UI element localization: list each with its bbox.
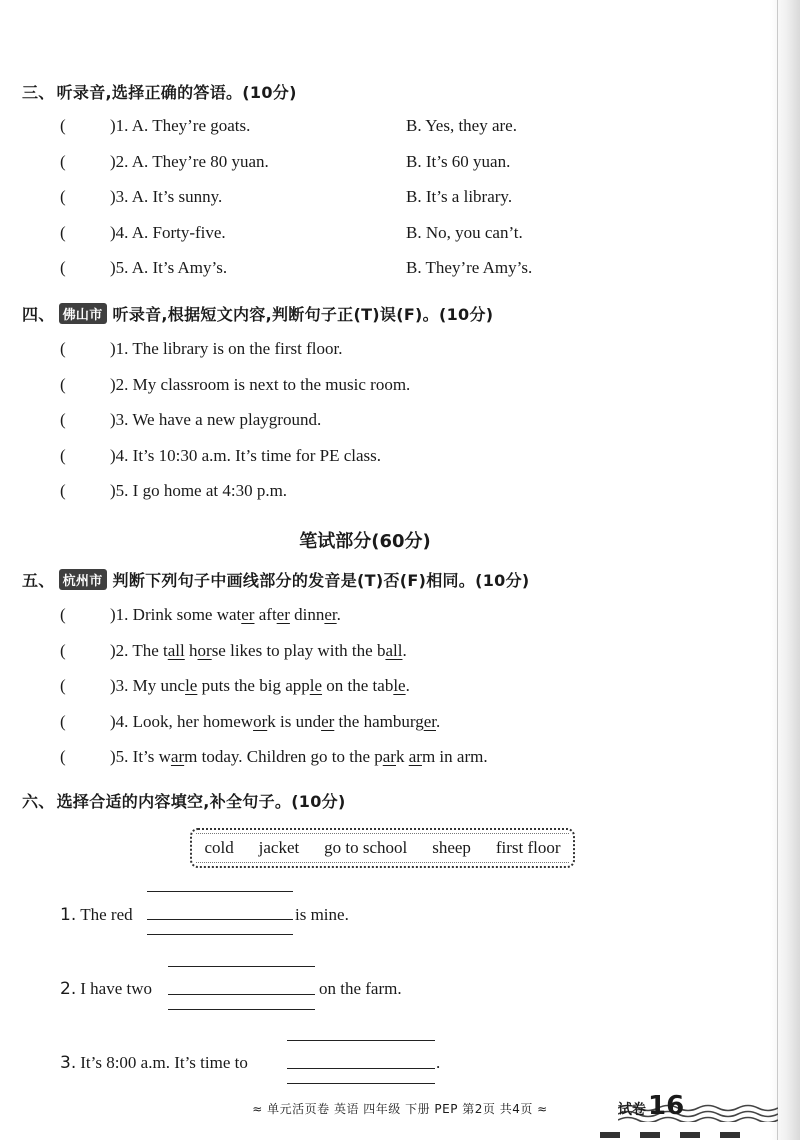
word-bank-item: go to school [324,838,408,857]
option-b: B. It’s a library. [406,187,513,206]
question-text: )4. It’s 10:30 a.m. It’s time for PE class. [110,445,382,465]
question-text: )5. It’s w [110,747,171,766]
underlined-sound: or [197,640,212,660]
section-3-question-row [60,258,227,278]
underlined-sound: le [309,676,323,695]
section-5-question-row [60,676,410,696]
answer-paren[interactable]: ( [60,747,66,766]
word-bank-box [190,828,575,868]
question-text: . [402,640,407,660]
word-bank-item: first floor [495,838,561,857]
question-text: h [184,640,198,660]
question-text: . [435,711,441,731]
fill-sentence-3 [60,1053,441,1073]
section-4-number: 四、 [22,305,55,324]
section-3-number: 三、 [22,83,55,102]
section-3-question-row [60,223,226,243]
question-text: puts the big app [197,676,310,695]
sentence-number: 1. [60,905,77,925]
section-3-title: 听录音,选择正确的答语。(10分) [56,83,297,102]
question-text: )3. My unc [110,676,186,695]
section-3-question-row [60,152,269,172]
option-b: B. They’re Amy’s. [406,258,533,277]
question-text: . [336,605,341,624]
option-b: B. Yes, they are. [406,116,517,135]
answer-blank-1[interactable] [147,891,293,935]
sentence-before: I have two [80,979,152,998]
section-4-heading [22,302,493,325]
question-text: m today. Children go to the p [184,747,383,766]
city-badge-foshan: 佛山市 [59,303,107,324]
answer-paren[interactable]: ( [60,605,66,624]
section-6-title: 选择合适的内容填空,补全句子。(10分) [56,792,346,811]
section-4-question-row [60,446,381,466]
question-text: )3. We have a new playground. [110,410,322,429]
question-text: k [395,747,409,766]
sentence-after: . [436,1053,441,1072]
city-badge-hangzhou: 杭州市 [59,569,107,590]
sentence-number: 3. [60,1053,77,1073]
question-text: the hamburg [334,711,424,731]
sentence-after: is mine. [295,905,349,924]
question-text: )1. The library is on the first floor. [110,339,343,358]
sentence-after: on the farm. [319,979,402,998]
page-edge-line [777,0,778,1140]
question-text: dinn [289,605,325,624]
section-4-title: 听录音,根据短文内容,判断句子正(T)误(F)。(10分) [112,305,494,324]
section-6-heading [22,789,346,812]
section-5-number: 五、 [22,571,55,590]
underlined-sound: or [253,711,268,731]
question-text: )5. A. It’s Amy’s. [110,258,228,277]
question-text: )4. Look, her homew [110,711,254,731]
section-4-question-row [60,410,321,430]
question-text: m in arm. [421,747,488,766]
paper-number: 16 [648,1091,685,1121]
section-5-question-row [60,641,407,661]
question-text: k is und [267,711,322,731]
answer-paren[interactable]: ( [60,116,66,135]
paper-label: 试卷 [618,1102,646,1118]
question-text: )1. A. They’re goats. [110,116,251,135]
answer-paren[interactable]: ( [60,711,66,731]
section-4-question-row [60,375,410,395]
question-text: )5. I go home at 4:30 p.m. [110,481,288,500]
question-text: . [405,676,410,695]
section-4-question-row [60,339,342,359]
page-footer: ≈ 单元活页卷 英语 四年级 下册 PEP 第2页 共4页 ≈ [252,1102,548,1116]
question-text: )2. The t [110,640,168,660]
section-6-number: 六、 [22,792,55,811]
fill-sentence-2 [60,979,402,999]
underlined-sound: er [276,605,290,624]
sentence-before: It’s 8:00 a.m. It’s time to [80,1053,248,1072]
underlined-sound: ar [382,747,396,766]
option-b: B. It’s 60 yuan. [406,151,511,171]
question-text: )4. A. Forty-five. [110,222,226,242]
underlined-sound: le [185,676,198,695]
answer-paren[interactable]: ( [60,222,66,242]
answer-paren[interactable]: ( [60,258,66,277]
section-5-title: 判断下列句子中画线部分的发音是(T)否(F)相同。(10分) [112,571,530,590]
question-text: )3. A. It’s sunny. [110,187,223,206]
written-part-title: 笔试部分(60分) [299,531,431,552]
section-3-heading [22,80,297,103]
underlined-sound: ar [408,747,422,766]
bottom-bars-decoration [600,1128,780,1140]
underlined-sound: all [167,640,185,660]
answer-blank-3[interactable] [287,1040,435,1084]
answer-paren[interactable]: ( [60,676,66,695]
question-text: aft [254,605,277,624]
underlined-sound: ar [170,747,185,766]
answer-paren[interactable]: ( [60,151,66,171]
fill-sentence-1 [60,905,349,925]
answer-paren[interactable]: ( [60,481,66,500]
underlined-sound: er [423,711,436,731]
question-text: )1. Drink some wat [110,605,242,624]
answer-paren[interactable]: ( [60,374,66,394]
sentence-before: The red [80,905,133,924]
underlined-sound: all [385,640,403,660]
sentence-number: 2. [60,979,77,999]
underlined-sound: er [324,605,337,624]
question-text: )2. My classroom is next to the music room. [110,374,411,394]
word-bank-item: sheep [432,838,471,857]
underlined-sound: er [321,711,335,731]
question-text: )2. A. They’re 80 yuan. [110,151,269,171]
answer-paren[interactable]: ( [60,410,66,429]
page-edge-shadow [770,0,800,1140]
question-text: on the tab [322,676,394,695]
section-3-question-row [60,116,250,136]
paper-number-badge [618,1085,684,1119]
word-bank-item: cold [204,838,234,857]
section-5-question-row [60,605,341,625]
answer-paren[interactable]: ( [60,445,66,465]
underlined-sound: er [241,605,255,624]
option-b: B. No, you can’t. [406,222,523,242]
underlined-sound: le [393,676,406,695]
section-4-question-row [60,481,287,501]
section-3-question-row [60,187,222,207]
answer-blank-2[interactable] [168,966,315,1010]
question-text: se likes to play with the b [211,640,386,660]
answer-paren[interactable]: ( [60,187,66,206]
section-5-question-row [60,747,488,767]
section-5-question-row [60,712,440,732]
answer-paren[interactable]: ( [60,339,66,358]
answer-paren[interactable]: ( [60,640,66,660]
section-5-heading [22,568,530,591]
word-bank-item: jacket [258,838,300,857]
